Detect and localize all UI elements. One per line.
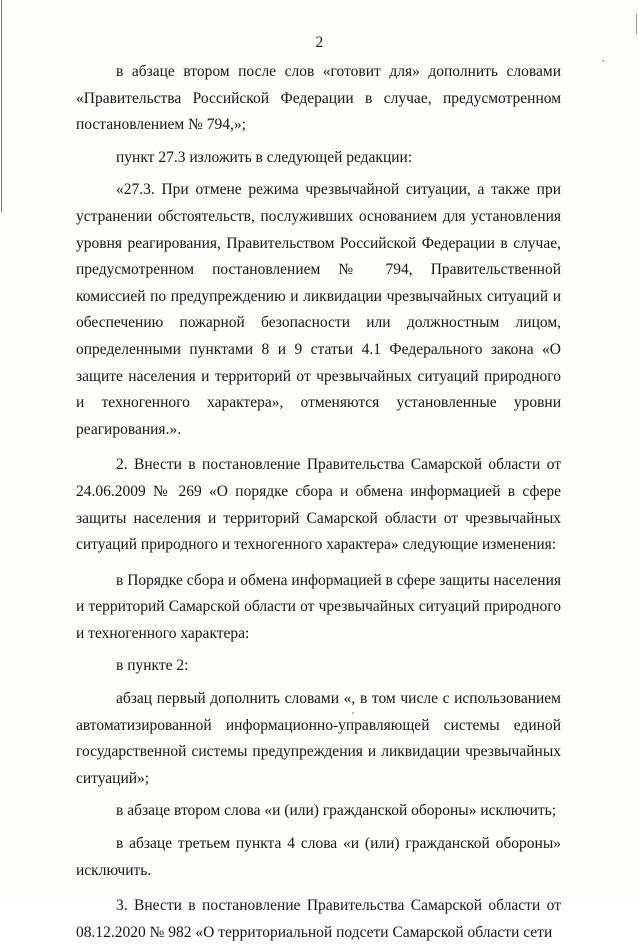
paragraph-punkt-27-3-text: «27.3. При отмене режима чрезвычайной ситуации, а также при устранении обстоятельств, послуживших основанием для установления уровня реагирования, Правительством Российской Федерации в случае, предусмотренном постановлением № 794, Правительственной комиссией по предупреждению и ликвидации чрезвычайных ситуаций и обеспечению пожарной безопасности или должностным лицом, определенными пунктами 8 и 9 статьи 4.1 Федерального закона «О защите населения и территорий от чрезвычайных ситуаций природного и техногенного характера», отменяются установленные уровни реагирования.». — [76, 181, 561, 438]
paragraph-abzac-tretiy: в абзаце третьем пункта 4 слова «и (или) гражданской обороны» исключить. — [76, 835, 561, 879]
paragraph-abzac-vtoroy: в абзаце втором после слов «готовит для» дополнить словами «Правительства Российской Федерации в случае, предусмотренном постановлением № 794,»; — [76, 63, 561, 134]
scan-edge-right — [636, 14, 637, 34]
paragraph-item-3: 3. Внести в постановление Правительства Самарской области от 08.12.2020 № 982 «О территориальной подсети Самарской области сети — [76, 897, 561, 941]
paragraph-abzac-vtoroy-iskl: в абзаце втором слова «и (или) гражданской обороны» исключить; — [116, 802, 557, 820]
scan-speck — [352, 712, 354, 714]
paragraph-v-punkte-2: в пункте 2: — [116, 657, 189, 675]
paragraph-abzac-perviy: абзац первый дополнить словами «, в том числе с использованием автоматизированной информационно-управляющей системы единой государственной системы предупреждения и ликвидации чрезвычайных ситуаций»; — [76, 690, 561, 787]
scan-edge-left — [1, 0, 2, 212]
page-number: 2 — [315, 34, 324, 51]
paragraph-punkt-27-3-intro: пункт 27.3 изложить в следующей редакции: — [116, 148, 413, 166]
scan-speck — [602, 60, 604, 62]
paragraph-poryadok: в Порядке сбора и обмена информацией в сфере защиты населения и территорий Самарской области от чрезвычайных ситуаций природного и техногенного характера: — [76, 571, 561, 642]
paragraph-item-2: 2. Внести в постановление Правительства Самарской области от 24.06.2009 № 269 «О порядке сбора и обмена информацией в сфере защиты населения и территорий Самарской области от чрезвычайных ситуаций природного и техногенного характера» следующие изменения: — [76, 456, 561, 554]
document-body — [76, 59, 561, 946]
